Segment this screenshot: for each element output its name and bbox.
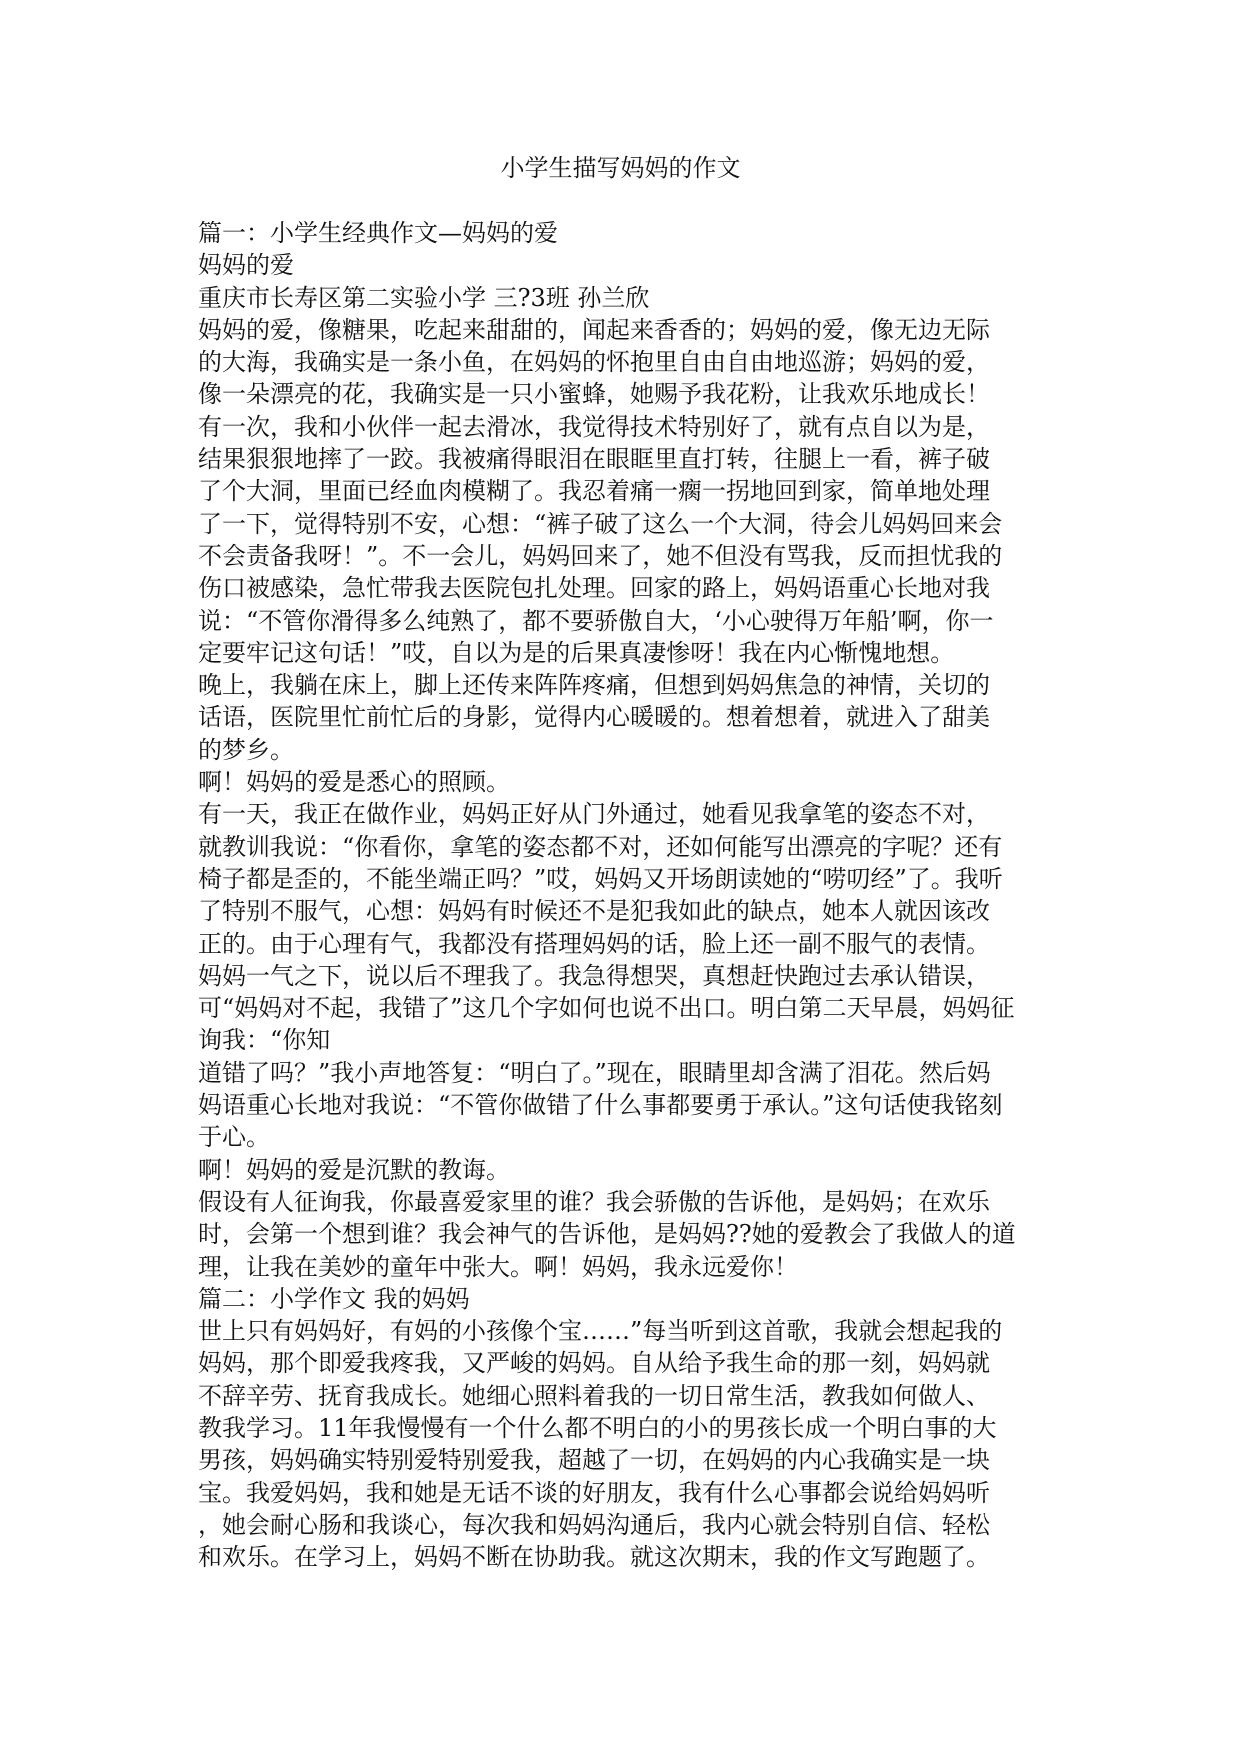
body-line: 宝。我爱妈妈，我和她是无话不谈的好朋友，我有什么心事都会说给妈妈听 (198, 1478, 990, 1507)
body-line: 定要牢记这句话！”哎，自以为是的后果真凄惨呀！我在内心惭愧地想。 (198, 638, 955, 667)
body-line: 啊！妈妈的爱是沉默的教诲。 (198, 1155, 510, 1184)
body-line: 妈妈一气之下，说以后不理我了。我急得想哭，真想赶快跑过去承认错误， (198, 961, 990, 990)
body-line: 椅子都是歪的，不能坐端正吗？”哎，妈妈又开场朗读她的“唠叨经”了。我听 (198, 864, 1003, 893)
body-line: 和欢乐。在学习上，妈妈不断在协助我。就这次期末，我的作文写跑题了。 (198, 1543, 990, 1572)
body-line: 结果狠狠地摔了一跤。我被痛得眼泪在眼眶里直打转，往腿上一看，裤子破 (198, 445, 990, 474)
body-line: 了个大洞，里面已经血肉模糊了。我忍着痛一瘸一拐地回到家，简单地处理 (198, 477, 990, 506)
body-line: 话语，医院里忙前忙后的身影，觉得内心暖暖的。想着想着，就进入了甜美 (198, 703, 990, 732)
body-line: 妈语重心长地对我说：“不管你做错了什么事都要勇于承认。”这句话使我铭刻 (198, 1091, 1003, 1120)
body-line: 可“妈妈对不起，我错了”这几个字如何也说不出口。明白第二天早晨，妈妈征 (198, 994, 1015, 1023)
body-line: 不辞辛劳、抚育我成长。她细心照料着我的一切日常生活，教我如何做人、 (198, 1381, 990, 1410)
body-line: 理，让我在美妙的童年中张大。啊！妈妈，我永远爱你！ (198, 1252, 798, 1281)
body-line: 了一下，觉得特别不安，心想：“裤子破了这么一个大洞，待会儿妈妈回来会 (198, 509, 1003, 538)
body-line: 说：“不管你滑得多么纯熟了，都不要骄傲自大，‘小心驶得万年船’啊，你一 (198, 606, 994, 635)
body-line: 世上只有妈妈好，有妈的小孩像个宝……”每当听到这首歌，我就会想起我的 (198, 1317, 1003, 1346)
body-line: 啊！妈妈的爱是悉心的照顾。 (198, 768, 510, 797)
body-line: 有一天，我正在做作业，妈妈正好从门外通过，她看见我拿笔的姿态不对， (198, 800, 990, 829)
body-line: 妈妈的爱，像糖果，吃起来甜甜的，闻起来香香的；妈妈的爱，像无边无际 (198, 315, 990, 344)
body-line: 就教训我说：“你看你，拿笔的姿态都不对，还如何能写出漂亮的字呢？还有 (198, 832, 1003, 861)
body-line: 晚上，我躺在床上，脚上还传来阵阵疼痛，但想到妈妈焦急的神情，关切的 (198, 671, 990, 700)
body-line: 篇一：小学生经典作文—妈妈的爱 (198, 219, 558, 247)
body-line: 像一朵漂亮的花，我确实是一只小蜜蜂，她赐予我花粉，让我欢乐地成长！ (198, 380, 990, 409)
body-line: 询我：“你知 (198, 1026, 331, 1055)
body-line: 了特别不服气，心想：妈妈有时候还不是犯我如此的缺点，她本人就因该改 (198, 897, 990, 926)
body-line: 时，会第一个想到谁？我会神气的告诉他，是妈妈??她的爱教会了我做人的道 (198, 1220, 1016, 1249)
body-line: 不会责备我呀！”。不一会儿，妈妈回来了，她不但没有骂我，反而担忧我的 (198, 541, 1003, 570)
body-line: 有一次，我和小伙伴一起去滑冰，我觉得技术特别好了，就有点自以为是， (198, 412, 990, 441)
body-line: 道错了吗？”我小声地答复：“明白了。”现在，眼睛里却含满了泪花。然后妈 (198, 1058, 991, 1087)
body-line: 重庆市长寿区第二实验小学 三?3班 孙兰欣 (198, 283, 650, 312)
body-line: 男孩，妈妈确实特别爱特别爱我，超越了一切，在妈妈的内心我确实是一块 (198, 1446, 990, 1475)
body-line: 教我学习。11年我慢慢有一个什么都不明白的小的男孩长成一个明白事的大 (198, 1413, 997, 1442)
body-line: 伤口被感染，急忙带我去医院包扎处理。回家的路上，妈妈语重心长地对我 (198, 574, 990, 603)
body-line: 的大海，我确实是一条小鱼，在妈妈的怀抱里自由自由地巡游；妈妈的爱， (198, 348, 990, 377)
body-line: 妈妈的爱 (198, 251, 294, 280)
body-line: 篇二：小学作文 我的妈妈 (198, 1284, 470, 1313)
document-body (198, 217, 1058, 1573)
body-line: 假设有人征询我，你最喜爱家里的谁？我会骄傲的告诉他，是妈妈；在欢乐 (198, 1187, 990, 1216)
body-line: ，她会耐心肠和我谈心，每次我和妈妈沟通后，我内心就会特别自信、轻松 (198, 1510, 990, 1539)
body-line: 妈妈，那个即爱我疼我，又严峻的妈妈。自从给予我生命的那一刻，妈妈就 (198, 1349, 990, 1378)
body-line: 正的。由于心理有气，我都没有搭理妈妈的话，脸上还一副不服气的表情。 (198, 929, 990, 958)
body-line: 于心。 (198, 1123, 270, 1152)
body-line: 的梦乡。 (198, 735, 294, 764)
document-title: 小学生描写妈妈的作文 (500, 154, 741, 182)
